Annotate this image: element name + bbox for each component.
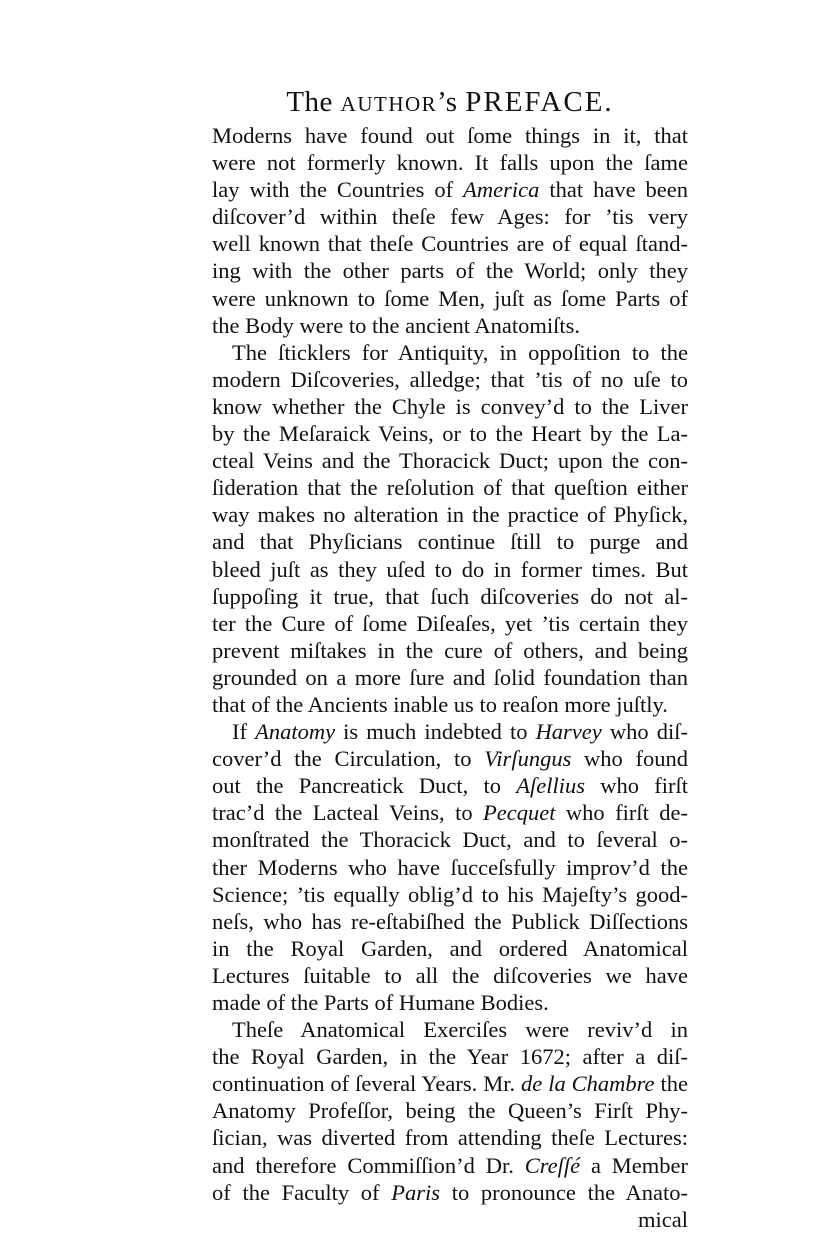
text-line: cteal Veins and the Thoracick Duct; upon the con- [212,448,688,474]
text-line: well known that theſe Countries are of equal ſtand- [212,231,688,257]
text-line: Lectures ſuitable to all the diſcoveries we have [212,962,688,988]
text-line: the Body were to the ancient Anatomiſts. [212,312,581,338]
running-head [212,84,688,122]
text-line: way makes no alteration in the practice of Phyſick, [212,502,688,528]
text-line: bleed juſt as they uſed to do in former times. But [212,556,688,582]
text-line: and that Phyſicians continue ſtill to purge and [212,529,688,555]
text-line: ſuppoſing it true, that ſuch diſcoveries do not al- [212,583,688,609]
text-line: in the Royal Garden, and ordered Anatomical [212,935,688,961]
running-head-author: AUTHOR [340,92,438,116]
text-line: out the Pancreatick Duct, to Aſellius who firſt [212,773,688,799]
preface-body-text [212,122,688,1233]
italic-name: Anatomy [255,719,336,745]
italic-name: Aſellius [516,773,586,799]
italic-name: Harvey [535,719,602,745]
italic-name: America [463,177,540,203]
text-line: Anatomy Profeſſor, being the Queen’s Firſt Phy- [212,1098,688,1124]
text-line: ſician, was diverted from attending theſe Lectures: [212,1125,688,1151]
running-head-the: The [286,86,341,118]
text-line: diſcover’d within theſe few Ages: for ’tis very [212,204,688,230]
running-head-possessive: ’s [437,86,466,118]
text-line: made of the Parts of Humane Bodies. [212,990,549,1015]
text-line: by the Meſaraick Veins, or to the Heart by the La- [212,421,688,447]
text-line: continuation of ſeveral Years. Mr. de la Chambre the [212,1071,688,1097]
italic-name: Paris [391,1179,441,1205]
text-line: were not formerly known. It falls upon the ſame [212,150,688,176]
text-line: Moderns have found out ſome things in it, that [212,123,688,148]
italic-name: de la Chambre [521,1071,655,1097]
italic-name: Pecquet [483,800,556,826]
text-line: know whether the Chyle is convey’d to the Liver [212,393,688,419]
text-line: grounded on a more ſure and ſolid foundation than [212,664,688,690]
italic-name: Creſſé [524,1152,581,1178]
text-line: lay with the Countries of America that have been [212,177,689,203]
text-line: ther Moderns who have ſucceſsfully improv’d the [212,854,688,880]
italic-name: Virſungus [484,746,572,772]
text-line: prevent miſtakes in the cure of others, and being [212,637,688,663]
text-line: Science; ’tis equally oblig’d to his Majeſty’s good- [212,881,688,907]
text-line: If Anatomy is much indebted to Harvey who diſ- [232,719,688,745]
text-line: neſs, who has re-eſtabiſhed the Publick Diſſections [212,908,688,934]
text-line: that of the Ancients inable us to reaſon more juſtly. [212,691,668,717]
catchword: mical [638,1206,688,1232]
text-line: were unknown to ſome Men, juſt as ſome Parts of [212,285,688,311]
text-line: monſtrated the Thoracick Duct, and to ſeveral o- [212,827,688,853]
running-head-preface: PREFACE. [465,86,614,118]
text-line: Theſe Anatomical Exerciſes were reviv’d in [232,1017,688,1043]
text-line: The ſticklers for Antiquity, in oppoſition to the [232,339,688,365]
text-line: trac’d the Lacteal Veins, to Pecquet who firſt de- [212,800,689,826]
text-line: and therefore Commiſſion’d Dr. Creſſé a Member [212,1152,688,1178]
text-line: ſideration that the reſolution of that queſtion either [212,475,688,501]
text-line: ter the Cure of ſome Diſeaſes, yet ’tis certain they [212,610,688,636]
text-line: modern Diſcoveries, alledge; that ’tis of no uſe to [212,366,688,392]
text-line: the Royal Garden, in the Year 1672; after a diſ- [212,1044,688,1070]
text-line: cover’d the Circulation, to Virſungus who found [212,746,688,772]
text-line: ing with the other parts of the World; only they [212,258,688,284]
text-line: of the Faculty of Paris to pronounce the Anato- [212,1179,688,1205]
